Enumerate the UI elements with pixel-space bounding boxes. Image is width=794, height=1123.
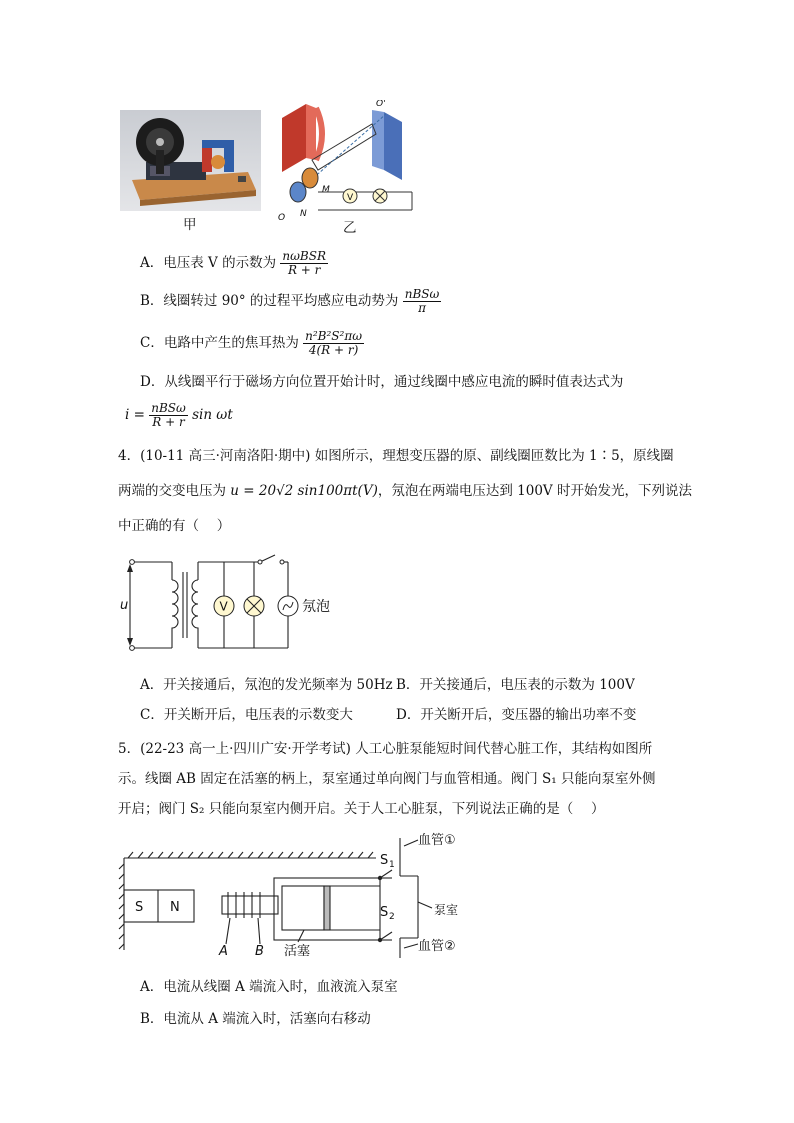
q3-option-b: [140, 288, 441, 315]
figure-generator-diagram: [272, 100, 422, 230]
label-o-prime: O': [376, 100, 386, 109]
q3-option-d: D．从线圈平行于磁场方向位置开始计时，通过线圈中感应电流的瞬时值表达式为: [140, 374, 624, 390]
q4-transformer-circuit: [120, 552, 360, 656]
q3-option-c: [140, 330, 364, 357]
q3-option-d-formula: [125, 402, 233, 429]
figure-generator-photo: [120, 110, 261, 211]
coil-b-label: B: [255, 944, 264, 959]
voltmeter-symbol-label: V: [219, 599, 228, 614]
q4-option-c: C．开关断开后，电压表的示数变大: [140, 707, 353, 723]
q5-stem-line1: 5．(22-23 高一上·四川广安·开学考试) 人工心脏泵能短时间代替心脏工作，其结构如图所: [118, 741, 653, 757]
pump-chamber-label: 泵室: [434, 903, 459, 917]
vessel-1-label: 血管①: [418, 833, 456, 848]
q5-stem-line3: 开启；阀门 S₂ 只能向泵室内侧开启。关于人工心脏泵，下列说法正确的是（ ）: [118, 801, 605, 817]
q3-option-d-denominator: R + r: [152, 415, 185, 429]
valve-s1-label: S: [380, 853, 389, 868]
generator-photo-illustration: [120, 110, 261, 211]
q4-option-d: D．开关断开后，变压器的输出功率不变: [396, 707, 637, 723]
q5-heart-pump-diagram: [118, 832, 478, 960]
q3-option-d-lhs: i =: [125, 407, 145, 423]
valve-s1-subscript: 1: [389, 860, 395, 870]
q4-stem-line2: [118, 482, 692, 500]
q3-option-d-rhs: sin ωt: [192, 407, 233, 423]
q4-option-b: B．开关接通后，电压表的示数为 100V: [396, 677, 635, 693]
q3-option-d-fraction: [149, 402, 188, 429]
q4-stem-line2-a: 两端的交变电压为: [118, 483, 231, 499]
q4-voltage-formula: u = 20√2 sin100πt(V): [230, 483, 378, 499]
label-o: O: [278, 213, 286, 223]
piston-label: 活塞: [284, 944, 311, 959]
q3-option-d-numerator: nBSω: [151, 401, 186, 415]
magnet-n-label: N: [170, 900, 180, 915]
q3-option-b-fraction: [403, 288, 442, 315]
q5-option-a: A．电流从线圈 A 端流入时，血液流入泵室: [140, 979, 398, 995]
q4-option-a: A．开关接通后，氖泡的发光频率为 50Hz: [140, 677, 393, 693]
figure-caption-left: 甲: [183, 217, 197, 233]
q4-label-neon-bulb: 氖泡: [302, 599, 330, 615]
label-m: M: [322, 185, 330, 195]
vessel-2-label: 血管②: [418, 939, 456, 954]
voltmeter-label: V: [347, 193, 354, 203]
q4-stem-line2-b: ，氖泡在两端电压达到 100V 时开始发光，下列说法: [377, 483, 692, 499]
coil-a-label: A: [219, 944, 228, 959]
valve-s2-label: S: [380, 905, 389, 920]
q3-option-b-denominator: π: [418, 301, 426, 315]
q5-option-b: B．电流从 A 端流入时，活塞向右移动: [140, 1011, 371, 1027]
q3-option-c-fraction: [303, 330, 364, 357]
q3-option-c-prefix: C．电路中产生的焦耳热为: [140, 335, 299, 351]
q4-stem-line3: 中正确的有（ ）: [118, 518, 231, 534]
magnet-s-label: S: [135, 900, 144, 915]
transformer-circuit-diagram: [120, 552, 360, 656]
generator-diagram: [272, 100, 422, 230]
valve-s2-subscript: 2: [389, 912, 395, 922]
heart-pump-illustration: [118, 832, 478, 960]
q3-option-b-numerator: nBSω: [404, 287, 440, 301]
q5-stem-line2: 示。线圈 AB 固定在活塞的柄上，泵室通过单向阀门与血管相通。阀门 S₁ 只能向泵室外侧: [118, 771, 656, 787]
q4-label-u: u: [120, 598, 129, 613]
q3-option-c-denominator: 4(R + r): [308, 343, 359, 357]
q3-option-a-denominator: R + r: [287, 263, 321, 277]
figure-caption-right: 乙: [343, 220, 357, 236]
q3-option-c-numerator: n²B²S²πω: [305, 329, 363, 343]
q3-option-a-fraction: [280, 250, 328, 277]
q3-option-b-prefix: B．线圈转过 90° 的过程平均感应电动势为: [140, 293, 399, 309]
q3-option-a-prefix: A．电压表 V 的示数为: [140, 255, 277, 271]
q3-option-a-numerator: nωBSR: [282, 249, 326, 263]
label-n: N: [300, 209, 307, 219]
q3-option-a: [140, 250, 328, 277]
q4-stem-line1: 4．(10-11 高三·河南洛阳·期中) 如图所示，理想变压器的原、副线圈匝数比为 1∶5，原线圈: [118, 448, 674, 464]
